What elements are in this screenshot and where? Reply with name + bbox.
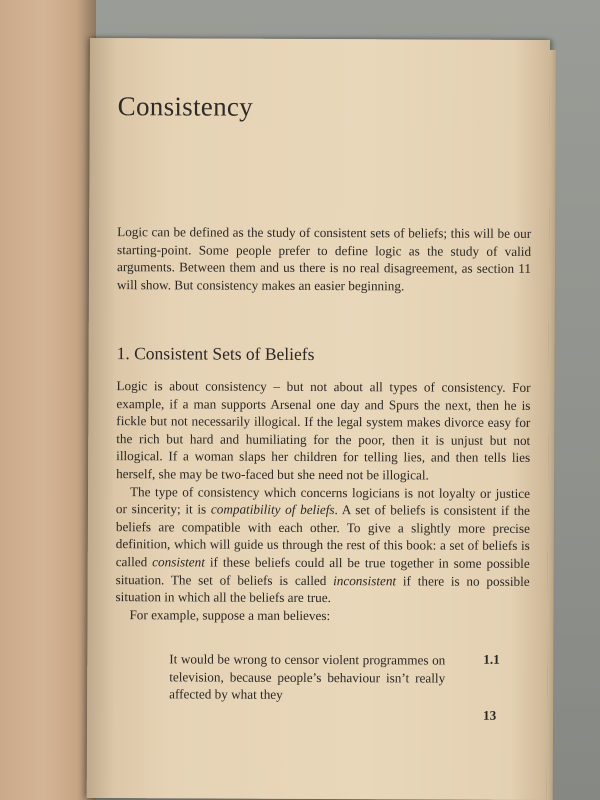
book-page bbox=[87, 38, 550, 800]
page-number: 13 bbox=[483, 707, 497, 723]
paragraph-1: Logic is about consistency – but not about all types of consistency. For example, if a man supports Arsenal one day and Spurs the next, then he is fickle but not necessarily illogical. If the legal system makes divorce easy for the rich but hard and humiliating for the poor, then it is unjust but not illogical. If a woman slaps her children for telling lies, and then tells lies herself, she may be two-faced but she need not be illogical. bbox=[116, 378, 531, 483]
section-heading: 1. Consistent Sets of Beliefs bbox=[116, 343, 315, 364]
intro-paragraph: Logic can be defined as the study of consistent sets of beliefs; this will be our starting-point. Some people prefer to define logic as the study of valid arguments. Between them and us there is no real disagreement, as section 11 will show. But consistency makes an easier beginning. bbox=[116, 224, 532, 294]
example-quote: It would be wrong to censor violent programmes on television, because people’s behaviour isn’t really affected by what they bbox=[169, 651, 446, 703]
paragraph-3: For example, suppose a man believes: bbox=[129, 606, 331, 623]
page-edge bbox=[547, 50, 556, 800]
chapter-title: Consistency bbox=[117, 91, 254, 122]
paragraph-2: The type of consistency which concerns logicians is not loyalty or justice or sincerity; it is compatibility of beliefs. A set of beliefs is consistent if the beliefs are compatible with each other. To give a slightly more precise definition, which will guide us through the rest of this book: a set of beliefs is called consistent if these beliefs could all be true together in some possible situation. The set of beliefs is called inconsistent if there is no possible situation in which all the beliefs are true. bbox=[115, 483, 531, 606]
section-body bbox=[115, 377, 530, 625]
facing-page bbox=[0, 0, 96, 800]
example-number: 1.1 bbox=[483, 651, 500, 667]
